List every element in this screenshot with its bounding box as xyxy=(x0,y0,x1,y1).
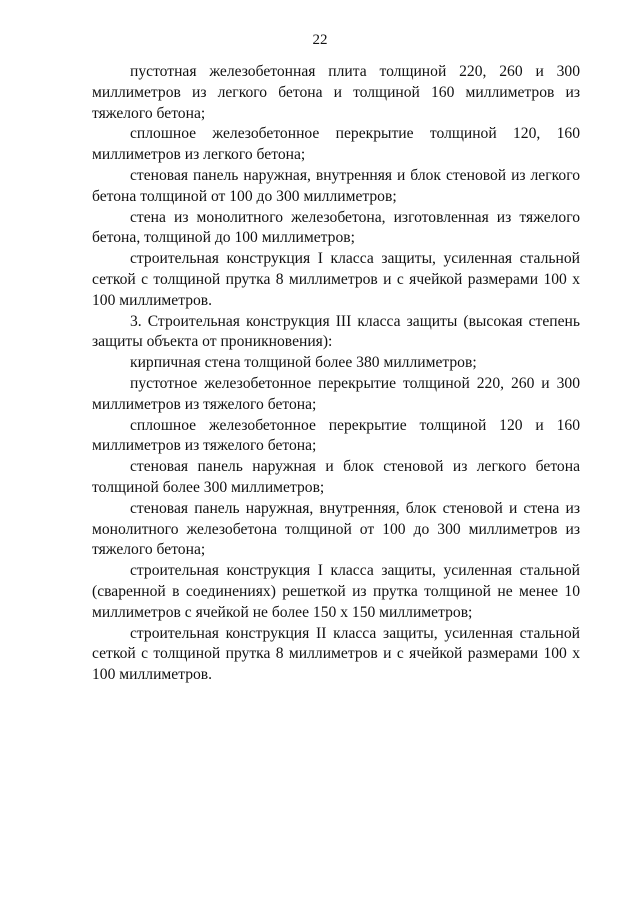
paragraph: строительная конструкция I класса защиты, усиленная стальной (сваренной в соединениях) решеткой из прутка толщиной не менее 10 миллиметров с ячейкой не более 150 x 150 миллиметров; xyxy=(92,562,580,621)
paragraph: стеновая панель наружная и блок стеновой из легкого бетона толщиной более 300 миллиметров; xyxy=(92,458,580,496)
section-heading: 3. Строительная конструкция III класса защиты (высокая степень защиты объекта от проникновения): xyxy=(92,312,580,351)
page-number: 22 xyxy=(312,32,328,48)
document-body xyxy=(92,62,580,686)
paragraph: стеновая панель наружная, внутренняя и блок стеновой из легкого бетона толщиной от 100 до 300 миллиметров; xyxy=(92,166,580,205)
paragraph: кирпичная стена толщиной более 380 миллиметров; xyxy=(130,354,477,372)
paragraph: строительная конструкция I класса защиты, усиленная стальной сеткой с толщиной прутка 8 миллиметров и с ячейкой размерами 100 x 100 миллиметров. xyxy=(92,250,580,309)
paragraph: строительная конструкция II класса защиты, усиленная стальной сеткой с толщиной прутка 8 миллиметров и с ячейкой размерами 100 x 100 миллиметров. xyxy=(92,624,580,684)
paragraph: сплошное железобетонное перекрытие толщиной 120, 160 миллиметров из легкого бетона; xyxy=(92,125,580,164)
paragraph: пустотная железобетонная плита толщиной 220, 260 и 300 миллиметров из легкого бетона и толщиной 160 миллиметров из тяжелого бетона; xyxy=(92,63,580,122)
paragraph: сплошное железобетонное перекрытие толщиной 120 и 160 миллиметров из тяжелого бетона; xyxy=(92,416,580,455)
paragraph: стена из монолитного железобетона, изготовленная из тяжелого бетона, толщиной до 100 миллиметров; xyxy=(92,208,580,247)
paragraph: пустотное железобетонное перекрытие толщиной 220, 260 и 300 миллиметров из тяжелого бетона; xyxy=(92,374,580,413)
paragraph: стеновая панель наружная, внутренняя, блок стеновой и стена из монолитного железобетона толщиной от 100 до 300 миллиметров из тяжелого бетона; xyxy=(92,499,580,559)
